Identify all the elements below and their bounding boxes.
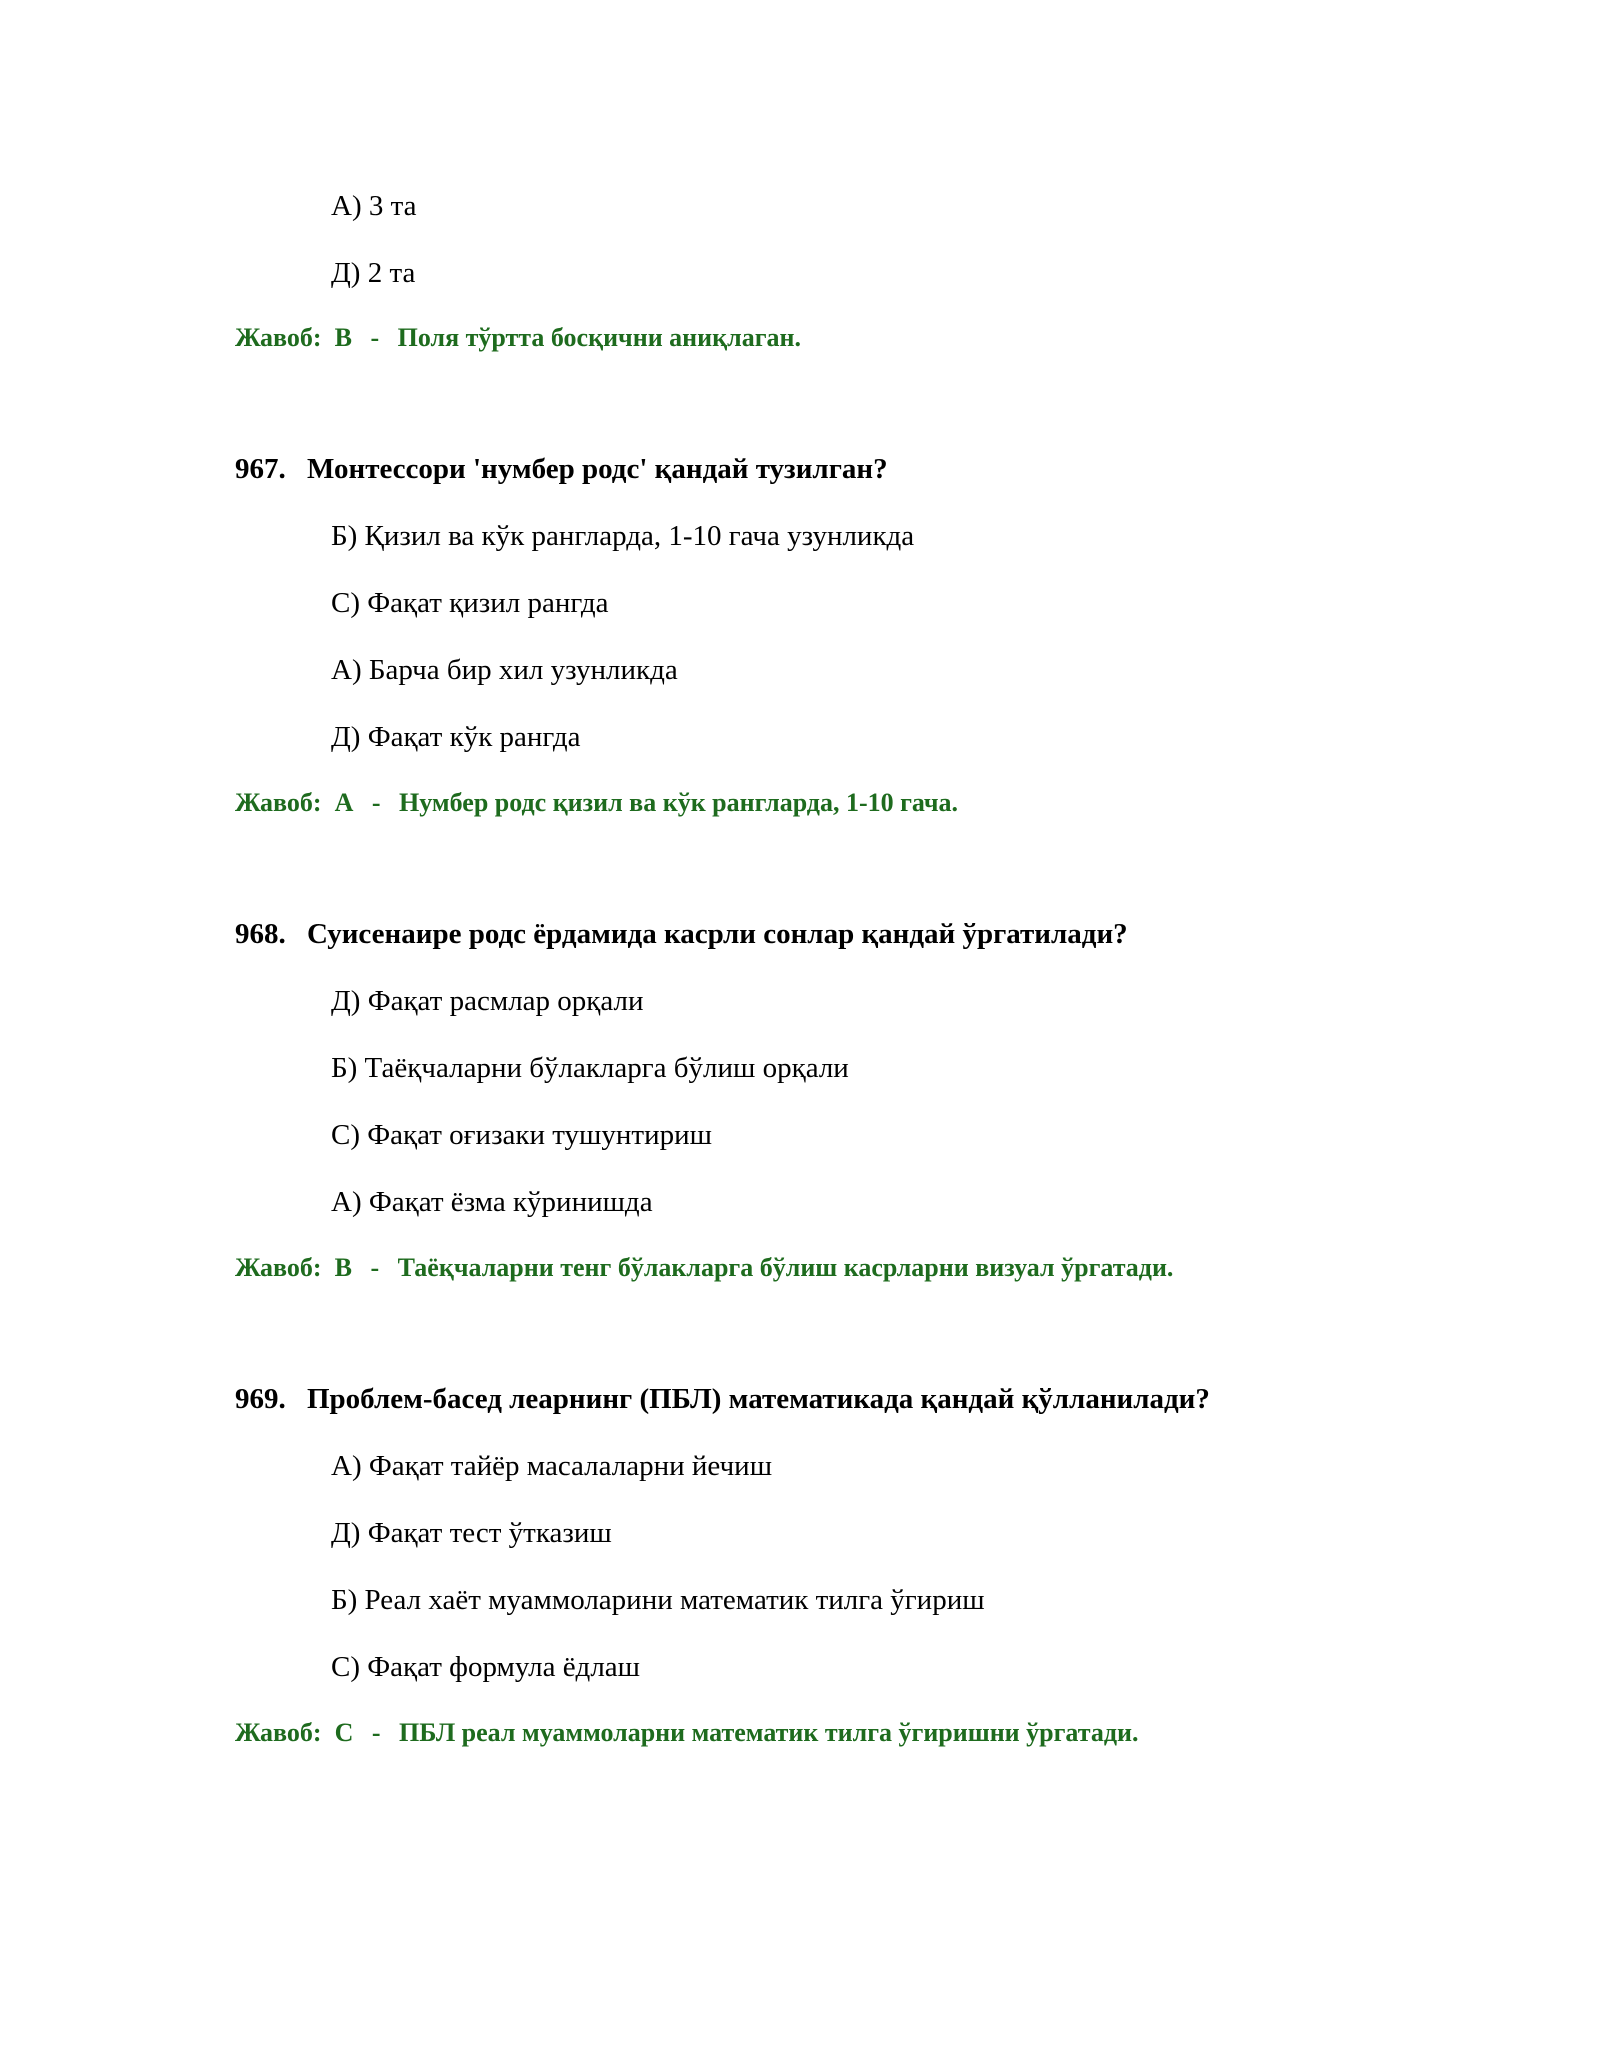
option-item: С) Фақат қизил рангда bbox=[331, 587, 609, 619]
answer-line bbox=[235, 1720, 1138, 1746]
option-item: А) Фақат тайёр масалаларни йечиш bbox=[331, 1450, 773, 1482]
question-number: 967. bbox=[235, 453, 286, 485]
option-item: Б) Реал хаёт муаммоларини математик тилга ўгириш bbox=[331, 1584, 985, 1616]
question-number: 968. bbox=[235, 918, 286, 950]
question-text: Монтессори 'нумбер родс' қандай тузилган? bbox=[307, 453, 888, 485]
question-text: Проблем-басед леарнинг (ПБЛ) математикада қандай қўлланилади? bbox=[307, 1383, 1210, 1415]
answer-separator: - bbox=[371, 1718, 381, 1747]
answer-line bbox=[235, 790, 958, 816]
option-item: Д) 2 та bbox=[331, 257, 416, 289]
question-title bbox=[235, 455, 888, 484]
answer-separator: - bbox=[371, 788, 381, 817]
answer-line bbox=[235, 325, 801, 351]
option-item: С) Фақат оғизаки тушунтириш bbox=[331, 1119, 712, 1151]
question-text: Суисенаире родс ёрдамида касрли сонлар қандай ўргатилади? bbox=[307, 918, 1128, 950]
answer-separator: - bbox=[370, 323, 380, 352]
answer-letter: В bbox=[334, 323, 352, 352]
option-item: С) Фақат формула ёдлаш bbox=[331, 1651, 640, 1683]
answer-separator: - bbox=[370, 1253, 380, 1282]
question-title bbox=[235, 920, 1128, 949]
answer-explanation: Поля тўртта босқични аниқлаган. bbox=[397, 323, 801, 352]
answer-label: Жавоб: bbox=[235, 1718, 322, 1747]
answer-line bbox=[235, 1255, 1173, 1281]
answer-letter: В bbox=[334, 1253, 352, 1282]
answer-letter: С bbox=[334, 1718, 354, 1747]
option-item: А) 3 та bbox=[331, 190, 417, 222]
question-title bbox=[235, 1385, 1210, 1414]
option-item: Д) Фақат кўк рангда bbox=[331, 721, 581, 753]
answer-explanation: ПБЛ реал муаммоларни математик тилга ўгиришни ўргатади. bbox=[399, 1718, 1139, 1747]
answer-letter: А bbox=[334, 788, 354, 817]
option-item: А) Фақат ёзма кўринишда bbox=[331, 1186, 653, 1218]
option-item: А) Барча бир хил узунликда bbox=[331, 654, 678, 686]
option-item: Б) Таёқчаларни бўлакларга бўлиш орқали bbox=[331, 1052, 849, 1084]
option-item: Д) Фақат расмлар орқали bbox=[331, 985, 644, 1017]
question-number: 969. bbox=[235, 1383, 286, 1415]
answer-explanation: Таёқчаларни тенг бўлакларга бўлиш касрларни визуал ўргатади. bbox=[397, 1253, 1174, 1282]
answer-label: Жавоб: bbox=[235, 788, 322, 817]
answer-label: Жавоб: bbox=[235, 1253, 322, 1282]
answer-label: Жавоб: bbox=[235, 323, 322, 352]
option-item: Д) Фақат тест ўтказиш bbox=[331, 1517, 612, 1549]
option-item: Б) Қизил ва кўк рангларда, 1-10 гача узунликда bbox=[331, 520, 915, 552]
answer-explanation: Нумбер родс қизил ва кўк рангларда, 1-10 гача. bbox=[399, 788, 959, 817]
